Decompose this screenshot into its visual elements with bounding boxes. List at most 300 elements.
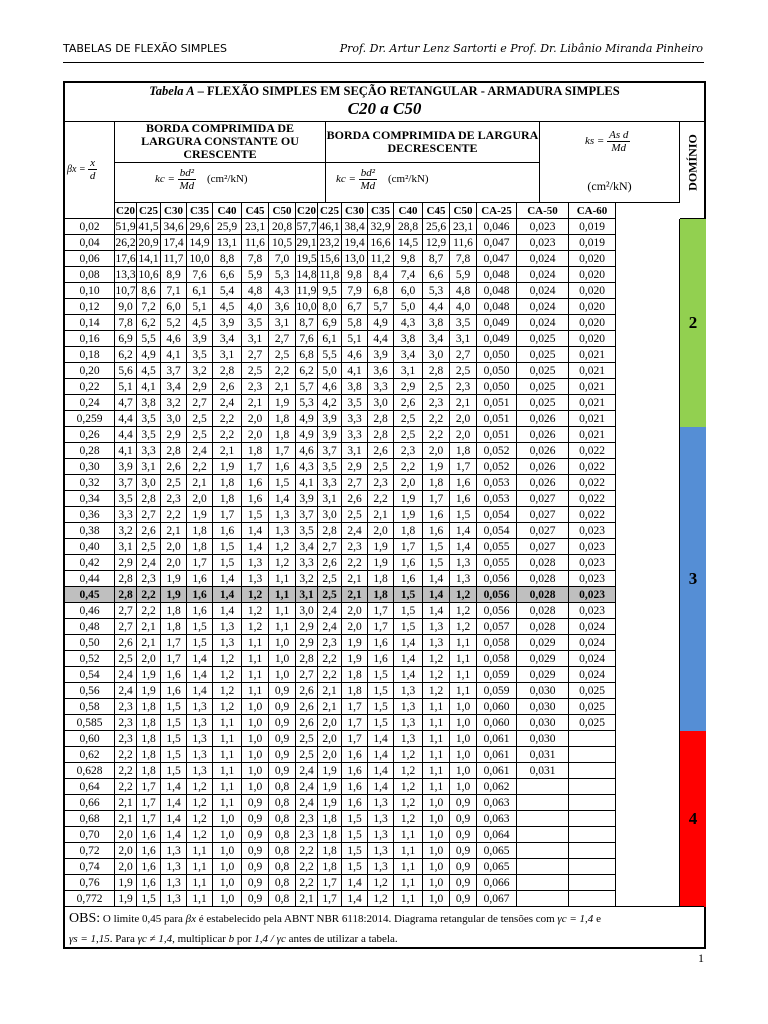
- table-cell: 0,021: [569, 427, 616, 443]
- table-cell: 5,1: [187, 299, 213, 315]
- table-cell: 1,5: [242, 507, 269, 523]
- table-cell: 2,7: [115, 603, 137, 619]
- table-cell: 1,2: [187, 811, 213, 827]
- table-cell: 2,0: [368, 523, 394, 539]
- table-cell: 1,7: [450, 459, 477, 475]
- bx-num: x: [90, 157, 96, 169]
- table-cell: 2,2: [115, 747, 137, 763]
- table-cell: 1,6: [213, 523, 242, 539]
- table-cell: 1,3: [161, 875, 187, 891]
- table-cell: 1,0: [242, 763, 269, 779]
- table-cell: 2,9: [342, 459, 368, 475]
- table-cell: 3,6: [368, 363, 394, 379]
- table-cell: 1,8: [318, 843, 342, 859]
- table-cell: 1,0: [423, 795, 450, 811]
- table-cell: 2,0: [161, 539, 187, 555]
- table-cell: 2,0: [115, 843, 137, 859]
- table-cell: 0,028: [517, 603, 569, 619]
- table-cell: 2,0: [115, 859, 137, 875]
- table-cell: 2,5: [342, 507, 368, 523]
- table-cell: 1,1: [394, 827, 423, 843]
- bx-value: 0,46: [65, 603, 115, 619]
- table-cell: 3,9: [318, 427, 342, 443]
- table-cell: 2,3: [296, 811, 318, 827]
- table-title: [65, 83, 704, 122]
- table-cell: 6,8: [296, 347, 318, 363]
- table-cell: 6,6: [423, 267, 450, 283]
- table-cell: 11,6: [242, 235, 269, 251]
- table-cell: 0,064: [477, 827, 517, 843]
- table-cell: 0,065: [477, 859, 517, 875]
- table-row: [65, 603, 641, 619]
- table-cell: 5,1: [342, 331, 368, 347]
- table-cell: 0,026: [517, 411, 569, 427]
- table-cell: 2,7: [318, 539, 342, 555]
- bx-value: 0,02: [65, 219, 115, 235]
- table-cell: 4,6: [296, 443, 318, 459]
- table-cell: 1,6: [137, 843, 161, 859]
- table-cell: 2,3: [242, 379, 269, 395]
- bx-value: 0,18: [65, 347, 115, 363]
- table-cell: 0,9: [242, 843, 269, 859]
- table-cell: 0,049: [477, 315, 517, 331]
- table-cell: 1,3: [213, 619, 242, 635]
- table-cell: 1,5: [342, 859, 368, 875]
- table-cell: 0,027: [517, 539, 569, 555]
- table-cell: 0,055: [477, 539, 517, 555]
- table-cell: 1,3: [187, 747, 213, 763]
- table-cell: 0,022: [569, 491, 616, 507]
- kc-formula-1: [115, 163, 326, 203]
- table-cell: 0,029: [517, 635, 569, 651]
- table-cell: 1,1: [269, 587, 296, 603]
- table-cell: 2,6: [296, 699, 318, 715]
- bx-value: 0,585: [65, 715, 115, 731]
- table-cell: 1,5: [342, 811, 368, 827]
- table-cell: 0,020: [569, 283, 616, 299]
- table-cell: 2,1: [161, 523, 187, 539]
- table-cell: 3,2: [296, 571, 318, 587]
- table-cell: 1,5: [269, 475, 296, 491]
- table-cell: 1,2: [450, 603, 477, 619]
- table-cell: 2,3: [161, 491, 187, 507]
- table-cell: 1,5: [187, 635, 213, 651]
- table-cell: 34,6: [161, 219, 187, 235]
- table-cell: 2,3: [342, 539, 368, 555]
- table-cell: 7,8: [242, 251, 269, 267]
- table-cell: 1,1: [423, 731, 450, 747]
- table-cell: 0,051: [477, 427, 517, 443]
- table-cell: 14,8: [296, 269, 317, 281]
- table-cell: 2,1: [269, 379, 296, 395]
- table-cell: 0,058: [477, 635, 517, 651]
- table-cell: 51,9: [115, 221, 136, 233]
- table-cell: 4,5: [213, 299, 242, 315]
- table-cell: [517, 859, 569, 875]
- page-header: [63, 42, 703, 60]
- table-cell: 4,3: [269, 283, 296, 299]
- domain-band: 4: [679, 731, 706, 907]
- table-cell: 3,9: [318, 411, 342, 427]
- table-cell: 1,1: [394, 891, 423, 907]
- table-cell: 1,0: [213, 859, 242, 875]
- table-cell: 1,3: [161, 843, 187, 859]
- table-cell: [569, 779, 616, 795]
- table-cell: 9,0: [115, 299, 137, 315]
- table-cell: 6,7: [342, 299, 368, 315]
- bx-value: 0,26: [65, 427, 115, 443]
- table-cell: 0,9: [242, 859, 269, 875]
- table-cell: 1,1: [187, 859, 213, 875]
- table-cell: 0,062: [477, 779, 517, 795]
- table-cell: 0,022: [569, 459, 616, 475]
- table-cell: 2,3: [115, 699, 137, 715]
- table-cell: 0,026: [517, 427, 569, 443]
- obs-text-5: , multiplicar: [172, 933, 226, 945]
- table-cell: 1,1: [394, 859, 423, 875]
- table-cell: 0,050: [477, 347, 517, 363]
- table-cell: 1,3: [242, 571, 269, 587]
- table-cell: 0,027: [517, 523, 569, 539]
- table-cell: 0,056: [477, 603, 517, 619]
- table-cell: 6,2: [296, 363, 318, 379]
- table-cell: 1,5: [161, 747, 187, 763]
- table-cell: 1,6: [394, 555, 423, 571]
- table-cell: 6,0: [394, 283, 423, 299]
- kc-unit-1: (cm²/kN): [207, 173, 248, 186]
- table-row: [65, 299, 641, 315]
- table-cell: 1,7: [318, 875, 342, 891]
- table-cell: 1,0: [242, 779, 269, 795]
- table-cell: 0,024: [517, 315, 569, 331]
- bx-value: 0,62: [65, 747, 115, 763]
- table-cell: 7,0: [269, 251, 296, 267]
- column-header: C30: [161, 203, 187, 219]
- bx-value: 0,04: [65, 235, 115, 251]
- table-cell: [569, 875, 616, 891]
- table-cell: [569, 843, 616, 859]
- table-cell: 4,9: [368, 315, 394, 331]
- table-cell: [517, 795, 569, 811]
- table-cell: 2,6: [394, 395, 423, 411]
- table-cell: 1,5: [450, 507, 477, 523]
- table-cell: 3,1: [450, 331, 477, 347]
- table-cell: 2,4: [296, 779, 318, 795]
- table-cell: 1,8: [368, 571, 394, 587]
- ks-den: Md: [611, 142, 627, 154]
- table-cell: 3,5: [137, 427, 161, 443]
- table-cell: 1,1: [213, 731, 242, 747]
- table-cell: 25,6: [423, 219, 450, 235]
- table-cell: 0,9: [242, 795, 269, 811]
- table-cell: 1,1: [242, 683, 269, 699]
- table-cell: 0,024: [517, 267, 569, 283]
- table-cell: 1,6: [423, 523, 450, 539]
- table-cell: 0,024: [517, 283, 569, 299]
- table-cell: 1,1: [213, 763, 242, 779]
- table-cell: 2,5: [450, 363, 477, 379]
- table-cell: 2,4: [296, 795, 318, 811]
- table-cell: 2,3: [296, 827, 318, 843]
- table-cell: 2,7: [242, 347, 269, 363]
- table-cell: [569, 763, 616, 779]
- table-cell: 2,3: [450, 379, 477, 395]
- table-cell: 1,3: [269, 507, 296, 523]
- table-cell: 1,8: [137, 699, 161, 715]
- table-cell: 1,7: [318, 891, 342, 907]
- table-cell: 7,6: [296, 331, 318, 347]
- table-cell: 4,8: [450, 283, 477, 299]
- table-cell: 2,1: [137, 635, 161, 651]
- table-cell: 0,023: [517, 235, 569, 251]
- table-cell: 1,3: [368, 827, 394, 843]
- table-cell: 2,3: [137, 571, 161, 587]
- table-cell: 1,8: [137, 731, 161, 747]
- table-cell: 0,9: [269, 699, 296, 715]
- table-cell: 3,5: [187, 347, 213, 363]
- table-cell: 6,9: [318, 315, 342, 331]
- table-row: [65, 619, 641, 635]
- table-cell: 2,2: [137, 603, 161, 619]
- table-cell: 1,1: [394, 875, 423, 891]
- table-cell: 2,0: [342, 619, 368, 635]
- table-cell: 2,5: [187, 411, 213, 427]
- table-cell: 1,3: [187, 699, 213, 715]
- table-cell: 4,1: [115, 443, 137, 459]
- table-cell: 0,048: [477, 283, 517, 299]
- table-cell: 0,024: [517, 299, 569, 315]
- table-cell: [569, 827, 616, 843]
- table-cell: 1,3: [368, 795, 394, 811]
- table-cell: 1,8: [342, 683, 368, 699]
- table-cell: 0,025: [569, 683, 616, 699]
- table-cell: 0,020: [569, 299, 616, 315]
- table-cell: 0,9: [450, 891, 477, 907]
- table-cell: 4,1: [161, 347, 187, 363]
- table-cell: 5,7: [368, 299, 394, 315]
- table-cell: 0,063: [477, 795, 517, 811]
- table-cell: 0,047: [477, 251, 517, 267]
- table-row: [65, 363, 641, 379]
- table-cell: 1,3: [450, 571, 477, 587]
- table-cell: 0,028: [517, 619, 569, 635]
- table-cell: 4,3: [296, 459, 318, 475]
- table-cell: 3,0: [368, 395, 394, 411]
- table-cell: 4,0: [450, 299, 477, 315]
- table-cell: 1,7: [137, 779, 161, 795]
- table-cell: 1,4: [368, 779, 394, 795]
- table-cell: 1,6: [368, 635, 394, 651]
- table-cell: 3,3: [137, 443, 161, 459]
- bx-den: d: [89, 170, 96, 182]
- table-cell: 3,3: [318, 475, 342, 491]
- kc-num-2: bd²: [360, 167, 375, 179]
- table-cell: 3,4: [296, 539, 318, 555]
- table-cell: 1,3: [161, 891, 187, 907]
- table-cell: 1,0: [450, 715, 477, 731]
- kc-den-2: Md: [360, 180, 376, 192]
- column-header: C25: [318, 203, 342, 219]
- table-cell: 1,7: [187, 555, 213, 571]
- table-cell: 2,1: [450, 395, 477, 411]
- table-cell: 20,9: [137, 235, 161, 251]
- table-row: [65, 731, 641, 747]
- table-cell: 1,0: [423, 875, 450, 891]
- table-cell: 2,4: [115, 683, 137, 699]
- table-cell: 0,8: [269, 875, 296, 891]
- table-cell: 13,0: [342, 251, 368, 267]
- bx-value: 0,16: [65, 331, 115, 347]
- table-cell: 38,4: [342, 219, 368, 235]
- table-cell: 3,1: [137, 459, 161, 475]
- table-cell: 4,3: [394, 315, 423, 331]
- table-cell: 3,5: [342, 395, 368, 411]
- table-cell: 1,1: [450, 683, 477, 699]
- table-cell: 0,8: [269, 811, 296, 827]
- table-cell: 1,5: [213, 555, 242, 571]
- table-cell: 2,5: [187, 427, 213, 443]
- table-cell: 3,4: [394, 347, 423, 363]
- table-row: [65, 443, 641, 459]
- table-cell: 1,6: [342, 763, 368, 779]
- table-cell: 1,9: [394, 507, 423, 523]
- table-cell: 28,8: [394, 219, 423, 235]
- table-cell: 0,067: [477, 891, 517, 907]
- table-cell: 1,3: [394, 731, 423, 747]
- table-cell: 3,8: [137, 395, 161, 411]
- table-cell: 0,023: [569, 571, 616, 587]
- table-cell: 3,1: [213, 347, 242, 363]
- table-cell: 0,023: [569, 523, 616, 539]
- table-cell: 1,4: [342, 891, 368, 907]
- table-cell: 1,9: [115, 891, 137, 907]
- table-cell: 13,1: [213, 235, 242, 251]
- table-cell: 4,6: [342, 347, 368, 363]
- table-cell: 3,0: [137, 475, 161, 491]
- table-cell: 2,5: [318, 571, 342, 587]
- table-cell: 2,4: [296, 763, 318, 779]
- table-cell: 5,3: [423, 283, 450, 299]
- table-cell: 10,5: [269, 235, 296, 251]
- table-cell: 2,4: [213, 395, 242, 411]
- table-cell: 0,054: [477, 523, 517, 539]
- group-decreasing-header: BORDA COMPRIMIDA DE LARGURA DECRESCENTE: [326, 121, 540, 163]
- table-cell: 1,7: [368, 619, 394, 635]
- table-cell: 11,6: [450, 235, 477, 251]
- table-cell: 2,0: [423, 443, 450, 459]
- table-cell: 3,9: [213, 315, 242, 331]
- table-cell: 3,5: [137, 411, 161, 427]
- table-row: [65, 219, 641, 235]
- table-cell: 2,3: [318, 635, 342, 651]
- table-cell: 1,5: [423, 539, 450, 555]
- table-cell: 1,7: [342, 699, 368, 715]
- bx-value: 0,70: [65, 827, 115, 843]
- table-cell: 6,1: [318, 331, 342, 347]
- obs-sym-3: γs = 1,15: [69, 933, 110, 945]
- table-cell: 2,3: [368, 475, 394, 491]
- table-cell: [569, 795, 616, 811]
- table-cell: 3,0: [161, 411, 187, 427]
- table-cell: 1,1: [213, 715, 242, 731]
- kc-den-1: Md: [179, 180, 195, 192]
- obs-sym-1: βx: [185, 913, 197, 925]
- bx-value: 0,32: [65, 475, 115, 491]
- bx-value: 0,259: [65, 411, 115, 427]
- table-cell: [569, 859, 616, 875]
- header-rule: [63, 62, 704, 63]
- table-cell: 1,2: [423, 651, 450, 667]
- table-cell: 0,030: [517, 731, 569, 747]
- table-cell: 2,7: [450, 347, 477, 363]
- table-cell: 0,055: [477, 555, 517, 571]
- table-cell: 0,8: [269, 795, 296, 811]
- table-cell: 0,066: [477, 875, 517, 891]
- bx-value: 0,06: [65, 251, 115, 267]
- table-cell: 10,7: [115, 285, 136, 297]
- table-cell: 0,9: [269, 731, 296, 747]
- table-cell: 1,1: [242, 667, 269, 683]
- table-cell: 5,3: [269, 267, 296, 283]
- table-cell: 1,0: [423, 843, 450, 859]
- table-cell: 2,2: [137, 587, 161, 603]
- table-cell: 1,8: [137, 715, 161, 731]
- table-row: [65, 555, 641, 571]
- table-cell: 0,022: [569, 443, 616, 459]
- table-cell: 1,3: [368, 859, 394, 875]
- table-cell: 6,0: [161, 299, 187, 315]
- table-cell: 1,6: [368, 651, 394, 667]
- domain-band: 2: [679, 219, 706, 427]
- table-cell: 1,3: [187, 715, 213, 731]
- table-cell: 0,024: [569, 667, 616, 683]
- table-cell: 2,6: [213, 379, 242, 395]
- table-cell: 0,8: [269, 843, 296, 859]
- table-cell: 1,1: [213, 747, 242, 763]
- table-cell: 4,6: [318, 379, 342, 395]
- table-cell: 1,6: [394, 571, 423, 587]
- group-constant-header: BORDA COMPRIMIDA DE LARGURA CONSTANTE OU CRESCENTE: [115, 121, 326, 163]
- bx-value: 0,22: [65, 379, 115, 395]
- table-cell: 1,4: [423, 571, 450, 587]
- table-cell: [517, 811, 569, 827]
- table-cell: 15,6: [318, 251, 342, 267]
- bx-header: [65, 121, 115, 219]
- table-row: [65, 523, 641, 539]
- table-cell: 1,6: [187, 571, 213, 587]
- table-cell: 5,7: [296, 379, 318, 395]
- table-cell: 0,051: [477, 411, 517, 427]
- table-cell: 2,1: [213, 443, 242, 459]
- table-cell: 1,6: [161, 683, 187, 699]
- table-cell: 1,5: [368, 683, 394, 699]
- table-cell: 10,0: [187, 251, 213, 267]
- table-cell: 1,5: [394, 603, 423, 619]
- table-cell: 2,6: [368, 443, 394, 459]
- bx-value: 0,34: [65, 491, 115, 507]
- table-cell: 2,6: [296, 715, 318, 731]
- table-row: [65, 427, 641, 443]
- table-cell: 2,2: [423, 427, 450, 443]
- table-cell: 1,2: [368, 875, 394, 891]
- table-cell: 0,063: [477, 811, 517, 827]
- table-cell: 1,5: [187, 619, 213, 635]
- table-cell: 2,7: [342, 475, 368, 491]
- table-cell: 1,2: [423, 683, 450, 699]
- table-cell: 1,4: [242, 539, 269, 555]
- table-cell: 1,4: [161, 827, 187, 843]
- table-cell: 1,0: [423, 891, 450, 907]
